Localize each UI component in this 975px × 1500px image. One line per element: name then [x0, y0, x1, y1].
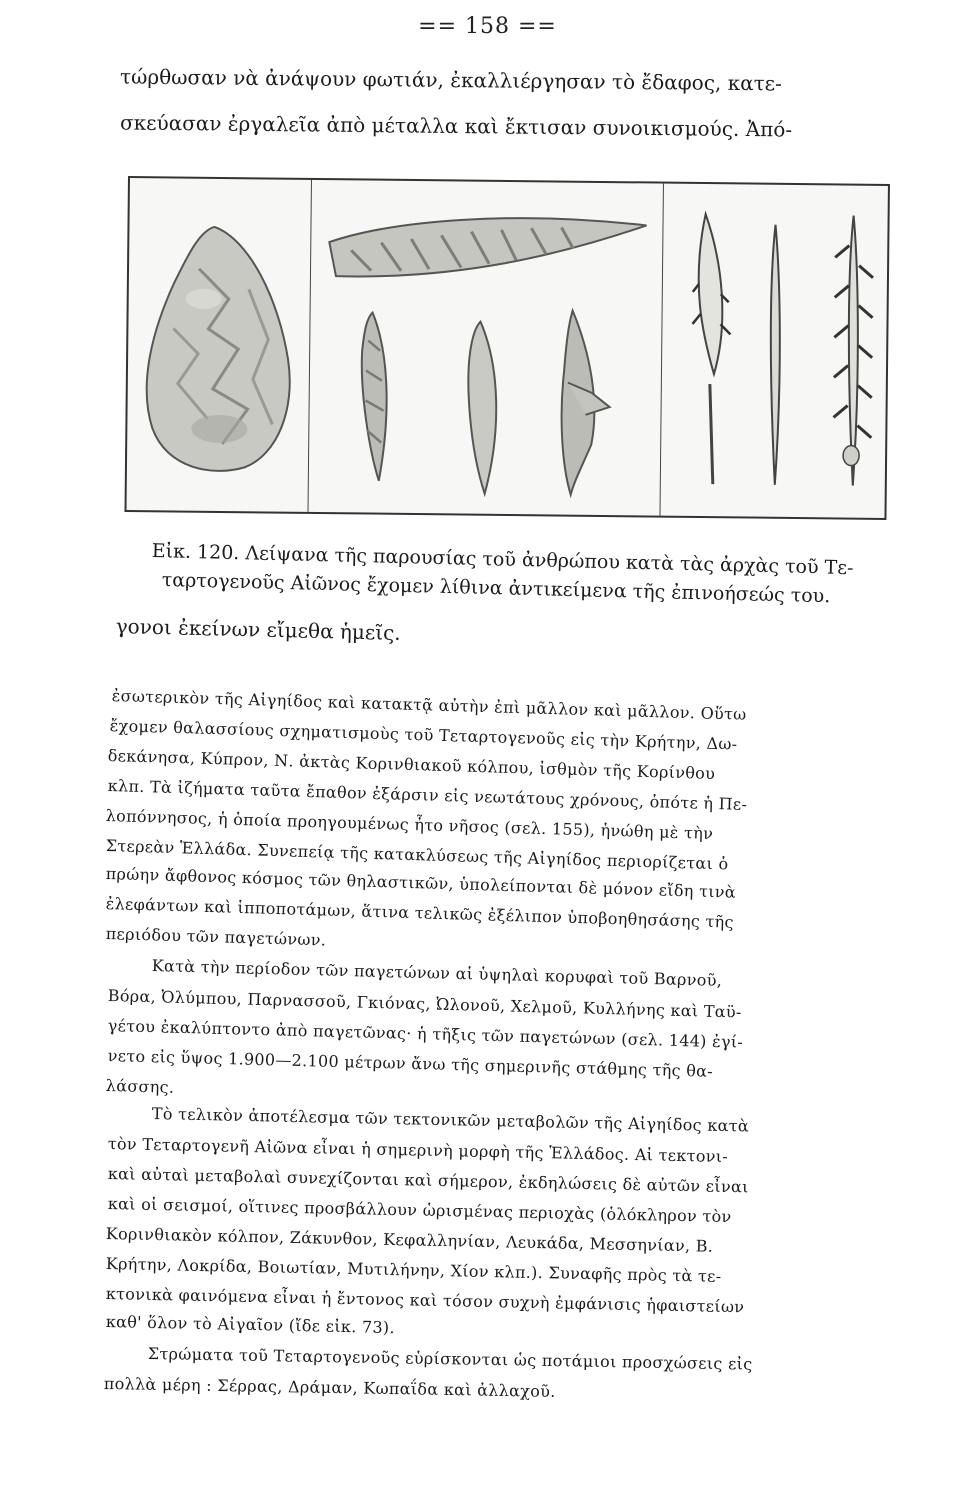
- bone-harpoons-panel: [660, 184, 889, 518]
- hand-axe-drawing: [127, 178, 310, 512]
- body-line-9: περιόδου τῶν παγετώνων.: [105, 924, 327, 950]
- body-line-15: Τὸ τελικὸν ἀποτέλεσμα τῶν τεκτονικῶν μεταβολῶν τῆς Αἰγηίδος κατὰ: [151, 1104, 750, 1136]
- page-number: == 158 ==: [418, 14, 557, 39]
- body-line-12: γέτου ἐκαλύπτοντο ἀπὸ παγετῶνας· ἡ τῆξις τῶν παγετώνων (σελ. 144) ἐγί-: [107, 1016, 744, 1052]
- body-line-24: πολλὰ μέρη : Σέρρας, Δράμαν, Κωπαΐδα καὶ ἀλλαχοῦ.: [103, 1374, 556, 1401]
- blade-points-drawing: [308, 180, 661, 516]
- body-line-19: Κορινθιακὸν κόλπον, Ζάκυνθον, Κεφαλληνίαν, Λευκάδα, Μεσσηνίαν, Β.: [105, 1224, 714, 1256]
- body-line-6: Στερεὰν Ἑλλάδα. Συνεπείᾳ τῆς κατακλύσεως τῆς Αἰγηίδος περιορίζεται ὁ: [105, 836, 729, 874]
- body-line-14: λάσσης.: [105, 1076, 175, 1097]
- hand-axe-panel: [127, 178, 312, 512]
- body-line-1: ἐσωτερικὸν τῆς Αἰγηίδος καὶ κατακτᾷ αὐτὴν ἐπὶ μᾶλλον καὶ μᾶλλον. Οὕτω: [111, 686, 747, 724]
- stone-tools-figure: [124, 176, 889, 520]
- body-line-2: ἔχομεν θαλασσίους σχηματισμοὺς τοῦ Τεταρτογενοῦς εἰς τὴν Κρήτην, Δω-: [109, 716, 738, 754]
- body-line-16: τὸν Τεταρτογενῆ Αἰῶνα εἶναι ἡ σημερινὴ μορφὴ τῆς Ἑλλάδος. Αἱ τεκτονι-: [107, 1134, 729, 1166]
- blade-points-panel: [308, 180, 663, 516]
- body-line-4: κλπ. Τὰ ἰζήματα ταῦτα ἔπαθον ἐξάρσιν εἰς νεωτάτους χρόνους, ὁπότε ἡ Πε-: [107, 776, 748, 814]
- body-line-13: νετο εἰς ὕψος 1.900—2.100 μέτρων ἄνω τῆς σημερινῆς στάθμης τῆς θα-: [107, 1046, 714, 1081]
- body-line-10: Κατὰ τὴν περίοδον τῶν παγετώνων αἱ ὑψηλαὶ κορυφαὶ τοῦ Βαρνοῦ,: [151, 956, 723, 990]
- figure-caption-line-2: ταρτογενοῦς Αἰῶνος ἔχομεν λίθινα ἀντικείμενα τῆς ἐπινοήσεώς του.: [161, 569, 831, 608]
- body-line-20: Κρήτην, Λοκρίδα, Βοιωτίαν, Μυτιλήνην, Χίον κλπ.). Συναφῆς πρὸς τὰ τε-: [105, 1254, 722, 1286]
- continuation-line: γονοι ἐκείνων εἴμεθα ἡμεῖς.: [115, 614, 401, 645]
- body-line-8: ἐλεφάντων καὶ ἱπποποτάμων, ἅτινα τελικῶς ἐξέλιπον ὑποβοηθησάσης τῆς: [105, 894, 735, 932]
- bone-harpoons-drawing: [660, 184, 887, 518]
- body-line-11: Βόρα, Ὀλύμπου, Παρνασσοῦ, Γκιόνας, Ὠλονοῦ, Χελμοῦ, Κυλλήνης καὶ Ταϋ-: [107, 986, 742, 1022]
- body-line-7: πρώην ἄφθονος κόσμος τῶν θηλαστικῶν, ὑπολείπονται δὲ μόνον εἴδη τινὰ: [105, 864, 737, 902]
- body-line-21: κτονικὰ φαινόμενα εἶναι ἡ ἔντονος καὶ τόσον συχνὴ ἐμφάνισις ἡφαιστείων: [105, 1284, 745, 1317]
- body-line-18: καὶ οἱ σεισμοί, οἵτινες προσβάλλουν ὡρισμένας περιοχὰς (ὁλόκληρον τὸν: [107, 1194, 732, 1227]
- intro-line-2: σκεύασαν ἐργαλεῖα ἀπὸ μέταλλα καὶ ἔκτισαν συνοικισμούς. Ἀπό-: [119, 110, 793, 142]
- body-line-23: Στρώματα τοῦ Τεταρτογενοῦς εὑρίσκονται ὡς ποτάμιοι προσχώσεις εἰς: [147, 1344, 753, 1374]
- body-line-17: καὶ αὐταὶ μεταβολαὶ συνεχίζονται καὶ σήμερον, ἐκδηλώσεις δὲ αὐτῶν εἶναι: [107, 1164, 749, 1197]
- figure-caption-line-1: Εἰκ. 120. Λείψανα τῆς παρουσίας τοῦ ἀνθρώπου κατὰ τὰς ἀρχὰς τοῦ Τε-: [151, 540, 854, 580]
- body-line-3: δεκάνησα, Κύπρον, Ν. ἀκτὰς Κορινθιακοῦ κόλπου, ἰσθμὸν τῆς Κορίνθου: [107, 746, 716, 784]
- intro-line-1: τώρθωσαν νὰ ἀνάψουν φωτιάν, ἐκαλλιέργησαν τὸ ἔδαφος, κατε-: [119, 64, 783, 96]
- body-line-5: λοπόννησος, ἡ ὁποία προηγουμένως ἦτο νῆσος (σελ. 155), ἡνώθη μὲ τὴν: [105, 806, 714, 844]
- body-line-22: καθ' ὅλον τὸ Αἰγαῖον (ἴδε εἰκ. 73).: [105, 1312, 396, 1338]
